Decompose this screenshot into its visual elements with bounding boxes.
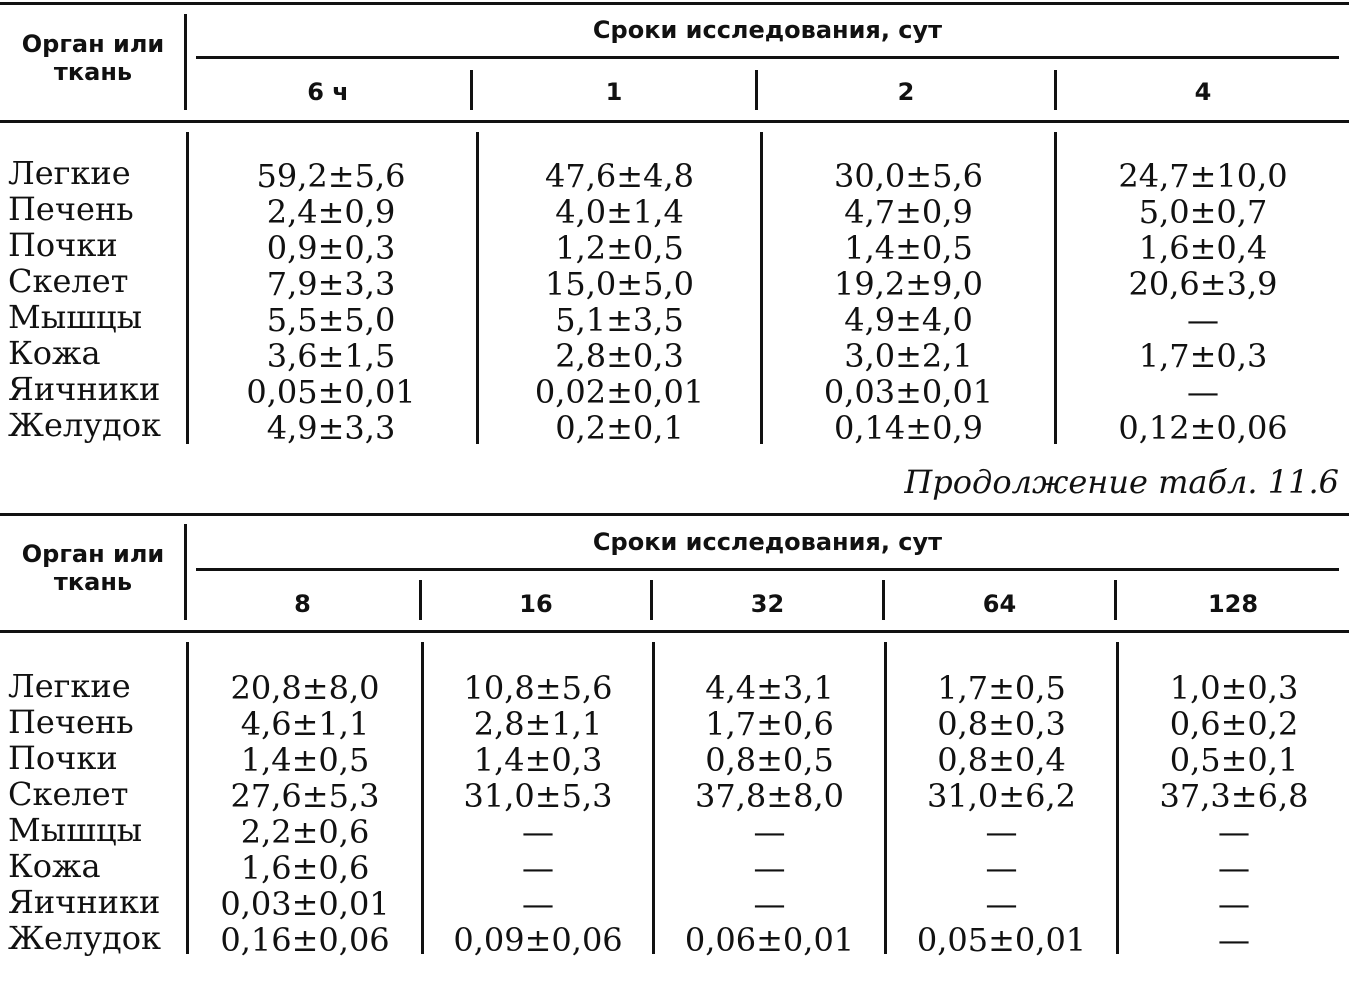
table-cell: 5,1±3,5 bbox=[555, 301, 684, 339]
table-cell: 0,03±0,01 bbox=[220, 885, 390, 923]
column-2-values bbox=[763, 158, 1054, 446]
table-cell: 0,16±0,06 bbox=[220, 921, 390, 959]
table-cell: 1,4±0,5 bbox=[844, 229, 973, 267]
organ-label-lungs: Легкие bbox=[8, 154, 131, 192]
table-cell: 1,6±0,4 bbox=[1138, 229, 1268, 267]
table-cell: 0,06±0,01 bbox=[684, 921, 855, 959]
span-rule bbox=[196, 568, 1339, 571]
table-cell: 1,7±0,6 bbox=[705, 705, 834, 743]
table-cell: — bbox=[985, 849, 1018, 887]
column-128-values bbox=[1119, 670, 1349, 958]
table-cell: 0,05±0,01 bbox=[916, 921, 1087, 959]
table-cell: 27,6±5,3 bbox=[230, 777, 380, 815]
table-cell: — bbox=[753, 885, 786, 923]
period-header: Сроки исследования, сут bbox=[592, 16, 943, 44]
column-header-4: 4 bbox=[1194, 78, 1212, 106]
organ-label-skin: Кожа bbox=[8, 334, 101, 372]
table-cell: 0,6±0,2 bbox=[1169, 705, 1299, 743]
table-cell: — bbox=[753, 849, 786, 887]
organ-header: Орган или ткань bbox=[21, 540, 165, 596]
period-header: Сроки исследования, сут bbox=[592, 528, 943, 556]
organ-label-liver: Печень bbox=[8, 703, 134, 741]
table-cell: — bbox=[985, 813, 1018, 851]
table-cell: — bbox=[1187, 301, 1219, 339]
top-rule bbox=[0, 513, 1349, 516]
table-cell: 0,05±0,01 bbox=[246, 373, 416, 411]
header-bottom-rule bbox=[0, 630, 1349, 633]
organ-label-skeleton: Скелет bbox=[8, 262, 129, 300]
table-cell: 0,03±0,01 bbox=[823, 373, 994, 411]
header-bottom-rule bbox=[0, 120, 1349, 123]
table-cell: 31,0±6,2 bbox=[927, 777, 1076, 815]
table-cell: 2,8±0,3 bbox=[555, 337, 684, 375]
column-6h-values bbox=[189, 158, 473, 446]
table-cell: — bbox=[1218, 885, 1250, 923]
table-cell: 15,0±5,0 bbox=[545, 265, 694, 303]
organ-label-muscles: Мышцы bbox=[8, 298, 143, 336]
table-cell: 2,8±1,1 bbox=[473, 705, 603, 743]
table-cell: 1,2±0,5 bbox=[555, 229, 684, 267]
column-header-32: 32 bbox=[750, 590, 785, 618]
organ-header: Орган или ткань bbox=[21, 30, 165, 86]
organ-label-kidneys: Почки bbox=[8, 739, 118, 777]
table-cell: 1,4±0,3 bbox=[473, 741, 603, 779]
column-16-values bbox=[424, 670, 652, 958]
table-cell: 1,0±0,3 bbox=[1169, 669, 1299, 707]
table-cell: 5,0±0,7 bbox=[1138, 193, 1268, 231]
organ-label-skin: Кожа bbox=[8, 847, 101, 885]
table-cell: 37,8±8,0 bbox=[695, 777, 844, 815]
organ-label-skeleton: Скелет bbox=[8, 775, 129, 813]
table-cell: 1,4±0,5 bbox=[240, 741, 370, 779]
organ-labels bbox=[8, 668, 161, 956]
table-cell: 4,0±1,4 bbox=[555, 193, 684, 231]
column-header-16: 16 bbox=[519, 590, 553, 618]
table-cell: — bbox=[1218, 813, 1250, 851]
table-cell: — bbox=[1218, 921, 1250, 959]
column-header-128: 128 bbox=[1207, 590, 1259, 618]
table-cell: 0,9±0,3 bbox=[266, 229, 396, 267]
table-cell: 0,02±0,01 bbox=[534, 373, 705, 411]
table-cell: 19,2±9,0 bbox=[834, 265, 983, 303]
table-cell: 4,9±4,0 bbox=[844, 301, 973, 339]
organ-label-muscles: Мышцы bbox=[8, 811, 143, 849]
table-cell: 30,0±5,6 bbox=[834, 157, 983, 195]
table-cell: 31,0±5,3 bbox=[463, 777, 613, 815]
organ-label-kidneys: Почки bbox=[8, 226, 118, 264]
table-cell: 0,14±0,9 bbox=[834, 409, 983, 447]
column-1-values bbox=[479, 158, 760, 446]
table-cell: — bbox=[1218, 849, 1250, 887]
table-cell: 59,2±5,6 bbox=[256, 157, 406, 195]
column-4-values bbox=[1057, 158, 1349, 446]
column-header-2: 2 bbox=[897, 78, 915, 106]
table-cell: 20,8±8,0 bbox=[230, 669, 380, 707]
table-cell: 47,6±4,8 bbox=[545, 157, 694, 195]
table-cell: 4,7±0,9 bbox=[844, 193, 973, 231]
table-cell: 37,3±6,8 bbox=[1159, 777, 1309, 815]
table-cell: 1,7±0,3 bbox=[1138, 337, 1268, 375]
table-cell: 0,8±0,4 bbox=[937, 741, 1066, 779]
table-cell: 0,12±0,06 bbox=[1118, 409, 1288, 447]
column-64-values bbox=[887, 670, 1116, 958]
table-cell: 2,4±0,9 bbox=[266, 193, 396, 231]
table-cell: 0,5±0,1 bbox=[1169, 741, 1299, 779]
table-cell: — bbox=[522, 813, 554, 851]
table-cell: — bbox=[1187, 373, 1219, 411]
table-cell: 4,4±3,1 bbox=[705, 669, 834, 707]
table-cell: 7,9±3,3 bbox=[266, 265, 396, 303]
table-cell: 4,6±1,1 bbox=[240, 705, 370, 743]
column-header-8: 8 bbox=[294, 590, 311, 618]
table-cell: 5,5±5,0 bbox=[266, 301, 396, 339]
column-header-64: 64 bbox=[982, 590, 1017, 618]
table-cell: 0,8±0,5 bbox=[705, 741, 834, 779]
table-cell: 1,6±0,6 bbox=[240, 849, 370, 887]
column-8-values bbox=[189, 670, 421, 958]
table-cell: 4,9±3,3 bbox=[266, 409, 396, 447]
table-cell: 24,7±10,0 bbox=[1118, 157, 1288, 195]
top-rule bbox=[0, 2, 1349, 5]
table-cell: 3,6±1,5 bbox=[266, 337, 396, 375]
table-cell: — bbox=[985, 885, 1018, 923]
table-cell: 10,8±5,6 bbox=[463, 669, 613, 707]
organ-label-stomach: Желудок bbox=[8, 406, 162, 444]
table-1 bbox=[0, 0, 1349, 452]
table-cell: — bbox=[753, 813, 786, 851]
column-32-values bbox=[655, 670, 884, 958]
table-cell: — bbox=[522, 885, 554, 923]
table-cell: 0,09±0,06 bbox=[453, 921, 623, 959]
column-header-6h: 6 ч bbox=[307, 78, 349, 106]
organ-label-ovaries: Яичники bbox=[8, 370, 161, 408]
organ-label-lungs: Легкие bbox=[8, 667, 131, 705]
table-cell: 20,6±3,9 bbox=[1128, 265, 1278, 303]
table-2 bbox=[0, 510, 1349, 970]
span-rule bbox=[196, 56, 1339, 59]
table-cell: 0,2±0,1 bbox=[555, 409, 684, 447]
table-cell: 1,7±0,5 bbox=[937, 669, 1066, 707]
organ-label-ovaries: Яичники bbox=[8, 883, 161, 921]
table-cell: 0,8±0,3 bbox=[937, 705, 1066, 743]
column-header-1: 1 bbox=[605, 78, 623, 106]
table-cell: 2,2±0,6 bbox=[240, 813, 370, 851]
organ-label-liver: Печень bbox=[8, 190, 134, 228]
organ-labels bbox=[8, 155, 161, 443]
table-cell: — bbox=[522, 849, 554, 887]
table-continuation-caption: Продолжение табл. 11.6 bbox=[904, 463, 1339, 501]
organ-label-stomach: Желудок bbox=[8, 919, 162, 957]
table-cell: 3,0±2,1 bbox=[844, 337, 973, 375]
